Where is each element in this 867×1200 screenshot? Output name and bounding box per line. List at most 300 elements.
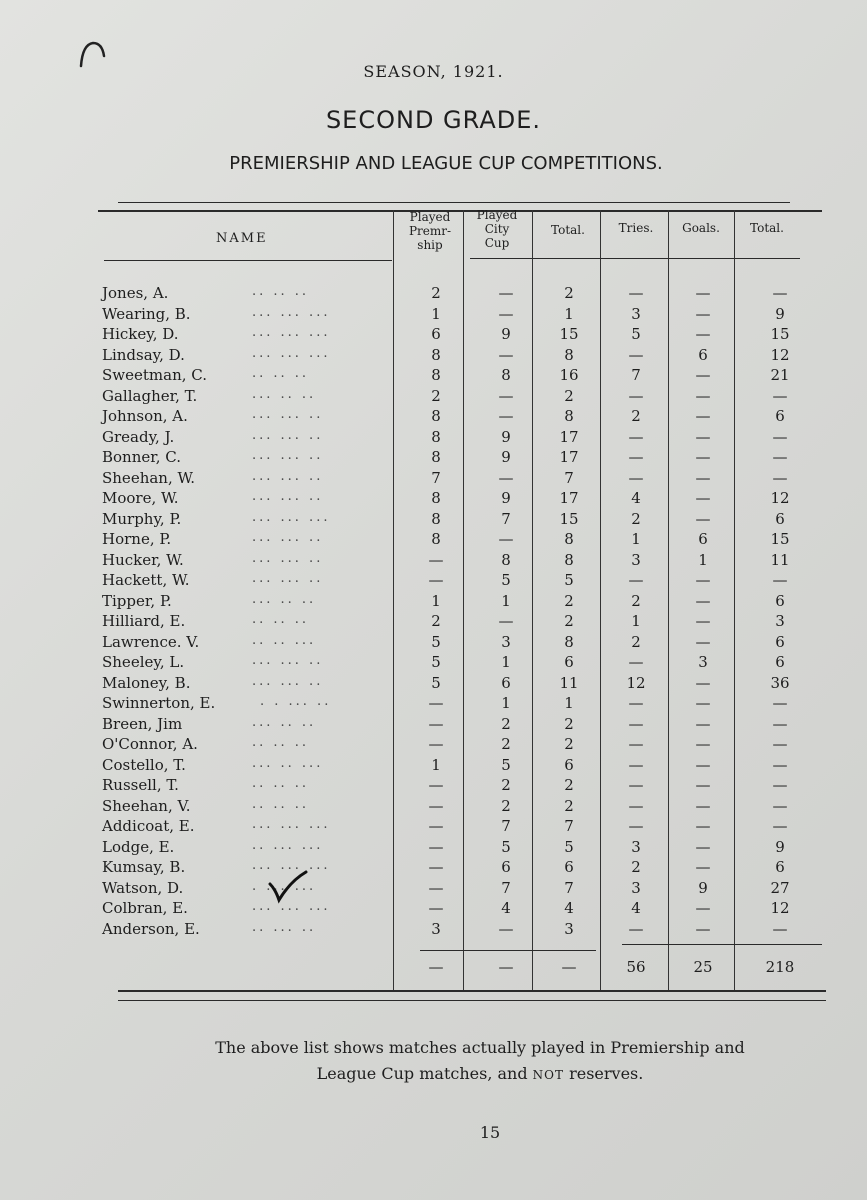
table-row [0,776,867,796]
table-row [0,715,867,735]
played-premiership: — [428,735,444,753]
played-city-cup: 9 [501,325,511,343]
played-premiership: 8 [431,366,441,384]
leader-dots: ... ... .. [252,448,324,463]
points-total: — [772,755,788,774]
goals: 9 [698,878,708,897]
total-points: 218 [765,958,795,976]
matches-total: 15 [559,509,579,528]
leader-dots: . ... ... [252,878,317,894]
points-total: 12 [770,489,790,507]
played-premiership: 8 [431,489,441,507]
played-premiership: 6 [431,325,441,343]
player-name: Breen, Jim [102,714,183,733]
tries: 2 [631,591,641,610]
leader-dots: ... ... .. [252,550,324,566]
played-premiership: 8 [431,345,441,364]
leader-dots: ... ... .. [252,489,324,504]
player-name: Anderson, E. [102,919,200,938]
table-row [0,510,867,530]
table-row [0,387,867,407]
played-city-cup: 2 [501,714,511,733]
table-row [0,653,867,673]
played-city-cup: — [498,919,514,938]
player-name: Watson, D. [102,878,184,897]
goals: — [695,571,711,589]
played-city-cup: 2 [501,776,511,794]
played-city-cup: 1 [501,653,511,671]
goals: — [695,817,711,835]
goals: — [695,632,711,651]
leader-dots: .. .. .. [252,776,310,791]
matches-total: 2 [564,386,574,405]
matches-total: 2 [564,776,574,794]
played-city-cup: 6 [501,673,511,692]
goals: — [695,284,711,302]
played-premiership: — [428,878,444,897]
matches-total: 8 [564,530,574,548]
leader-dots: ... ... .. [252,673,324,689]
leader-dots: ... ... ... [252,325,331,340]
table-row [0,407,867,427]
played-premiership: — [428,694,444,712]
table-row [0,858,867,878]
matches-total: 5 [564,571,574,589]
tries: — [628,468,644,487]
matches-total: 1 [564,304,574,323]
played-premiership: 3 [431,919,441,938]
played-premiership: — [428,714,444,733]
player-name: Sheehan, V. [102,796,191,815]
tries: — [628,714,644,733]
leader-dots: ... .. .. [252,386,317,402]
table-row [0,612,867,632]
played-city-cup: 9 [501,448,511,466]
points-total: 6 [775,632,785,651]
competition-title: PREMIERSHIP AND LEAGUE CUP COMPETITIONS. [229,153,663,174]
footnote-line-1: The above list shows matches actually played in Premiership and [215,1038,745,1057]
table-row [0,489,867,509]
leader-dots: .. ... .. [252,919,317,935]
player-name: Bonner, C. [102,448,182,466]
points-total: 15 [770,530,790,548]
points-total: — [772,817,788,835]
tries: — [628,919,644,938]
name-header-underline [104,260,392,261]
played-premiership: — [428,858,444,876]
tries-header: Tries. [618,221,654,235]
leader-dots: ... .. .. [252,591,317,607]
leader-dots: .. .. ... [252,632,317,648]
matches-total: 2 [564,591,574,610]
table-row [0,551,867,571]
table-row [0,899,867,919]
top-rule-1 [118,202,790,203]
played-city-cup: 7 [501,509,511,528]
tries: — [628,755,644,774]
table-row [0,346,867,366]
played-city-cup: 8 [501,366,511,384]
goals: — [695,427,711,446]
total-tries: 56 [626,958,646,976]
points-total: — [772,735,788,753]
matches-total: 7 [564,878,574,897]
goals: 1 [698,550,708,569]
points-total: — [772,776,788,794]
player-name: Wearing, B. [102,304,191,323]
played-premiership: 8 [431,407,441,425]
goals: — [695,673,711,692]
tries: — [628,386,644,405]
tries: — [628,653,644,671]
matches-total: 2 [564,714,574,733]
played-city-cup: 5 [501,755,511,774]
tries: — [628,776,644,794]
leader-dots: ... .. ... [252,755,324,771]
matches-total: 2 [564,612,574,630]
goals: — [695,899,711,917]
played-city-cup: — [498,468,514,487]
table-row [0,756,867,776]
points-total: 6 [775,653,785,671]
points-total: — [772,571,788,589]
goals: — [695,735,711,753]
played-premiership: — [428,776,444,794]
matches-total: 2 [564,796,574,815]
tries: — [628,427,644,446]
goals: — [695,837,711,856]
matches-total: 8 [564,345,574,364]
goals-header: Goals. [682,221,720,235]
tries: 2 [631,407,641,425]
season-title: SEASON, 1921. [363,62,504,81]
player-name: Addicoat, E. [102,817,195,835]
table-row [0,694,867,714]
played-city-cup: 9 [501,489,511,507]
leader-dots: ... ... .. [252,407,324,422]
points-total: 21 [770,366,790,384]
leader-dots: ... ... .. [252,571,324,586]
table-row [0,735,867,755]
played-premiership: 2 [431,386,441,405]
matches-total: 6 [564,653,574,671]
played-premiership: — [428,817,444,835]
played-city-cup: 8 [501,550,511,569]
matches-total: 7 [564,817,574,835]
matches-total: 2 [564,284,574,302]
points-total: 36 [770,673,790,692]
points-total-header: Total. [750,221,784,235]
table-row [0,325,867,345]
leader-dots: ... ... ... [252,817,331,832]
matches-total: 6 [564,858,574,876]
table-row [0,530,867,550]
played-city-cup: 9 [501,427,511,446]
bottom-rule-1 [118,990,826,992]
player-name: Murphy, P. [102,509,182,528]
table-row [0,284,867,304]
matches-total: 17 [559,427,579,446]
table-row [0,428,867,448]
tries: — [628,694,644,712]
checkmark-icon [268,870,308,904]
matches-total: 16 [559,366,579,384]
tries: 3 [631,878,641,897]
matches-total: 3 [564,919,574,938]
matches-total: 5 [564,837,574,856]
player-name: Maloney, B. [102,673,191,692]
page-number: 15 [479,1123,501,1142]
table-row [0,366,867,386]
bottom-rule-2 [118,1000,826,1001]
goals: — [695,386,711,405]
played-city-cup: 5 [501,571,511,589]
leader-dots: ... .. .. [252,714,317,730]
table-row [0,469,867,489]
table-row [0,448,867,468]
player-name: Gready, J. [102,427,175,446]
player-name: Hucker, W. [102,550,184,569]
tries: 3 [631,837,641,856]
table-row [0,305,867,325]
played-city-cup: — [498,345,514,364]
total-matches: — [561,958,577,976]
player-name: Jones, A. [102,284,169,302]
matches-total: 4 [564,899,574,917]
played-premiership: — [428,550,444,569]
totals-row [0,958,867,978]
leader-dots: ... ... ... [252,858,331,873]
matches-total: 8 [564,407,574,425]
played-city-cup: — [498,386,514,405]
table-row [0,633,867,653]
player-name: Costello, T. [102,755,186,774]
table-row [0,817,867,837]
points-total: 6 [775,509,785,528]
played-city-cup: 7 [501,878,511,897]
player-name: Sweetman, C. [102,366,207,384]
matches-total: 8 [564,632,574,651]
points-total: — [772,448,788,466]
points-total: — [772,714,788,733]
goals: — [695,776,711,794]
goals: — [695,325,711,343]
leader-dots: ... ... .. [252,653,324,668]
played-city-cup: 2 [501,796,511,815]
tries: 7 [631,366,641,384]
played-city-cup: 5 [501,837,511,856]
matches-total: 15 [559,325,579,343]
played-premiership: 8 [431,509,441,528]
goals: — [695,468,711,487]
played-premiership: — [428,571,444,589]
points-total: 6 [775,591,785,610]
played-premiership: 2 [431,284,441,302]
goals: — [695,489,711,507]
goals: — [695,407,711,425]
played-city-cup: — [498,304,514,323]
played-premiership: 5 [431,653,441,671]
player-name: Sheeley, L. [102,653,185,671]
played-premiership: 8 [431,448,441,466]
matches-total-header: Total. [551,223,585,237]
matches-total: 8 [564,550,574,569]
tries: — [628,345,644,364]
tries: — [628,735,644,753]
player-name: Horne, P. [102,530,172,548]
played-premiership: 1 [431,304,441,323]
tries: 3 [631,550,641,569]
points-total: — [772,386,788,405]
player-name: Moore, W. [102,489,179,507]
tries: 2 [631,632,641,651]
played-premiership: 2 [431,612,441,630]
leader-dots: ... ... ... [252,345,331,361]
points-total: 6 [775,407,785,425]
points-total: 3 [775,612,785,630]
player-name: Hilliard, E. [102,612,186,630]
points-total: 15 [770,325,790,343]
footnote-line-2: League Cup matches, and NOT reserves. [316,1064,644,1083]
player-name: Colbran, E. [102,899,188,917]
played-premiership: 8 [431,530,441,548]
total-goals: 25 [693,958,713,976]
tries: — [628,284,644,302]
total-premiership: — [428,958,444,976]
matches-total: 11 [559,673,579,692]
player-name: Johnson, A. [102,407,188,425]
player-name: Lindsay, D. [102,345,185,364]
table-row [0,592,867,612]
tries: 4 [631,489,641,507]
player-name: Lodge, E. [102,837,175,856]
played-premiership: 5 [431,673,441,692]
tries: 1 [631,530,641,548]
table-row [0,879,867,899]
tries: — [628,571,644,589]
table-row [0,920,867,940]
table-row [0,674,867,694]
tries: 1 [631,612,641,630]
matches-total: 7 [564,468,574,487]
leader-dots: ... ... .. [252,468,324,484]
goals: — [695,366,711,384]
grade-title: SECOND GRADE. [325,106,542,134]
points-total: 27 [770,878,790,897]
leader-dots: .. .. .. [252,612,310,627]
played-city-cup: 4 [501,899,511,917]
player-name: Russell, T. [102,776,179,794]
leader-dots: ... ... .. [252,530,324,545]
matches-total: 17 [559,448,579,466]
leader-dots: .. ... ... [252,837,324,853]
played-city-cup: 6 [501,858,511,876]
leader-dots: .. .. .. [252,366,310,381]
totals-rule-right [622,944,822,945]
matches-total: 2 [564,735,574,753]
played-premiership: 7 [431,468,441,487]
tries: 2 [631,858,641,876]
player-name: Hickey, D. [102,325,179,343]
points-total: 9 [775,837,785,856]
leader-dots: ... ... ... [252,304,331,320]
matches-total: 6 [564,755,574,774]
name-column-header: NAME [216,231,268,246]
tries: 4 [631,899,641,917]
goals: — [695,919,711,938]
points-total: 12 [770,345,790,364]
points-total: 11 [770,550,790,569]
played-city-cup: 1 [501,694,511,712]
leader-dots: .. .. .. [252,284,310,299]
player-name: Sheehan, W. [102,468,196,487]
totals-rule-left [420,950,596,951]
played-premiership-header: Played Premr- ship [408,210,452,252]
played-premiership: — [428,837,444,856]
goals: 6 [698,345,708,364]
goals: — [695,448,711,466]
played-premiership: 1 [431,591,441,610]
played-city-cup: — [498,530,514,548]
goals: — [695,694,711,712]
leader-dots: .. .. .. [252,735,310,750]
points-total: 12 [770,899,790,917]
player-name: Swinnerton, E. [102,694,216,712]
table-row [0,838,867,858]
points-total: 6 [775,858,785,876]
goals: 3 [698,653,708,671]
played-city-cup: 3 [501,632,511,651]
played-city-cup-header: Played City Cup [476,208,518,250]
stats-header-underline [470,258,800,259]
tries: — [628,817,644,835]
matches-total: 17 [559,489,579,507]
played-premiership: 1 [431,755,441,774]
leader-dots: ... ... .. [252,427,324,443]
tries: 3 [631,304,641,323]
played-premiership: 8 [431,427,441,446]
goals: — [695,714,711,733]
table-row [0,797,867,817]
points-total: — [772,919,788,938]
goals: — [695,304,711,323]
tries: — [628,796,644,815]
points-total: — [772,427,788,446]
played-premiership: 5 [431,632,441,651]
played-premiership: — [428,899,444,917]
points-total: — [772,694,788,712]
total-city-cup: — [498,958,514,976]
goals: — [695,591,711,610]
player-name: Hackett, W. [102,571,190,589]
leader-dots: ... ... ... [252,899,331,914]
tries: 2 [631,509,641,528]
matches-total: 1 [564,694,574,712]
played-premiership: — [428,796,444,815]
tries: 5 [631,325,641,343]
player-name: Tipper, P. [102,591,172,610]
goals: 6 [698,530,708,548]
played-city-cup: — [498,612,514,630]
leader-dots: .. .. .. [252,796,310,812]
goals: — [695,509,711,528]
leader-dots: . . ... .. [260,694,332,709]
goals: — [695,858,711,876]
player-name: Lawrence. V. [102,632,200,651]
goals: — [695,796,711,815]
table-row [0,571,867,591]
played-city-cup: 7 [501,817,511,835]
